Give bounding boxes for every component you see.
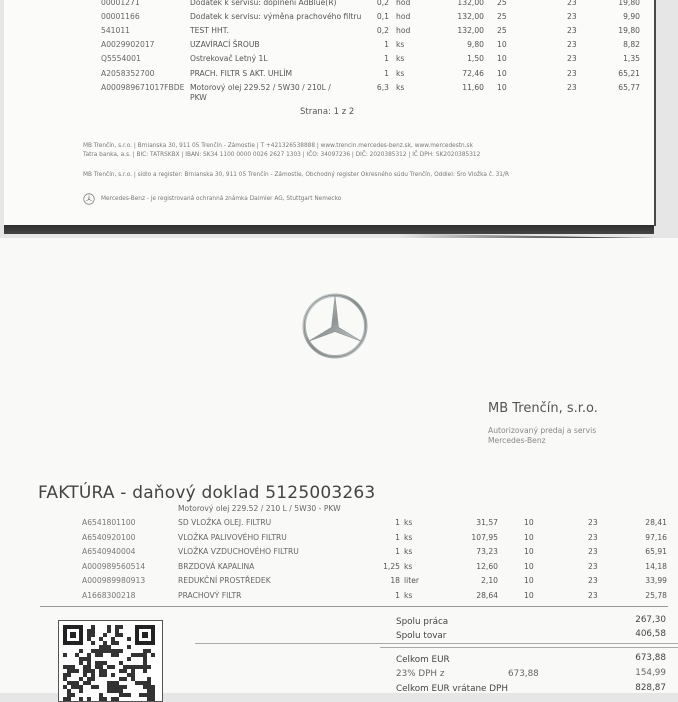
item-unit: ks	[404, 518, 413, 527]
item-quantity: 18	[390, 576, 400, 586]
item-code: A6540940004	[82, 547, 136, 557]
total-value: 673,88	[635, 653, 666, 663]
vat-base: 673,88	[508, 669, 539, 679]
dealer-name: MB Trenčín, s.r.o.	[488, 401, 598, 416]
item-quantity: 1	[384, 40, 389, 50]
item-code: A1668300218	[82, 591, 136, 600]
footer-contact: MB Trenčín, s.r.o. | Brnianska 30, 911 05 Trenčín - Zámostie | T +421326538888 | www.trencin.mercedes-benz.sk, www.mercedestn.sk	[83, 143, 473, 149]
item-unit-price: 132,00	[457, 0, 484, 7]
item-unit-price: 28,64	[476, 591, 498, 600]
item-quantity: 1	[384, 54, 389, 64]
table-row	[4, 0, 654, 12]
item-description: Dodatek k servisu: doplnění AdBlue(R)	[190, 0, 337, 7]
item-total: 65,77	[618, 82, 640, 92]
table-row	[0, 533, 678, 547]
labor-total-label: Spolu práca	[396, 617, 449, 627]
item-unit: hod	[396, 0, 411, 7]
divider	[195, 643, 678, 644]
item-unit-price: 73,23	[476, 547, 498, 557]
item-description: VLOŽKA PALIVOVÉHO FILTRU	[178, 532, 287, 542]
item-quantity: 1	[384, 68, 389, 78]
item-discount: 10	[524, 532, 534, 542]
item-quantity: 1	[395, 518, 400, 527]
grand-total-value: 828,87	[635, 683, 666, 693]
item-description: TEST HHT.	[190, 26, 229, 36]
item-unit-price: 1,50	[467, 54, 484, 64]
divider	[380, 647, 678, 648]
item-code: 00001166	[101, 12, 140, 22]
table-row	[0, 547, 678, 561]
item-discount: 10	[497, 82, 507, 92]
table-row	[4, 12, 654, 26]
invoice-title: FAKTÚRA - daňový doklad 5125003263	[38, 483, 376, 503]
item-unit-price: 132,00	[457, 12, 484, 22]
item-unit-price: 2,10	[481, 576, 498, 586]
table-row	[4, 54, 654, 68]
item-vat-rate: 23	[588, 576, 598, 586]
dealer-subtitle	[488, 426, 596, 446]
item-unit-price: 9,80	[467, 40, 484, 50]
item-vat-rate: 23	[588, 547, 598, 557]
item-vat-rate: 23	[567, 68, 577, 78]
item-unit: ks	[404, 547, 413, 557]
invoice-page-2	[0, 238, 678, 693]
item-vat-rate: 23	[567, 26, 577, 36]
item-quantity: 1	[395, 591, 400, 600]
item-code: 00001271	[101, 0, 140, 7]
item-description-cont: PKW	[190, 92, 207, 102]
item-unit: hod	[396, 26, 411, 36]
item-vat-rate: 23	[567, 12, 577, 22]
item-total: 14,18	[645, 561, 667, 571]
table-row	[0, 576, 678, 590]
item-description: BRZDOVÁ KAPALINA	[178, 561, 255, 571]
item-total: 65,21	[618, 68, 640, 78]
item-description: SD VLOŽKA OLEJ. FILTRU	[178, 518, 272, 527]
item-code: A000989560514	[82, 561, 146, 571]
item-discount: 10	[497, 68, 507, 78]
item-code: A000989671017FBDE	[101, 82, 185, 92]
item-unit: ks	[396, 82, 405, 92]
item-total: 65,91	[645, 547, 667, 557]
item-unit-price: 11,60	[462, 82, 484, 92]
item-discount: 10	[524, 547, 534, 557]
item-quantity: 0,2	[376, 26, 389, 36]
footer-bank: Tatra banka, a.s. | BIC: TATRSKBX | IBAN: SK34 1100 0000 0026 2627 1303 | IČO: 34097236 | DIČ: 2020385312 | IČ DPH: SK2020385312	[83, 152, 481, 158]
grand-total-label: Celkom EUR vrátane DPH	[396, 684, 508, 694]
item-description: Motorový olej 229.52 / 5W30 / 210L /	[190, 82, 331, 92]
item-code: 541011	[101, 26, 130, 36]
item-quantity: 0,1	[376, 12, 389, 22]
item-vat-rate: 23	[567, 0, 577, 7]
dealer-subtitle-line: Mercedes-Benz	[488, 436, 546, 445]
goods-total-label: Spolu tovar	[396, 631, 447, 641]
item-unit-price: 31,57	[476, 518, 498, 527]
item-vat-rate: 23	[588, 532, 598, 542]
item-unit: liter	[404, 576, 419, 586]
item-total: 33,99	[645, 576, 667, 586]
footer-register: MB Trenčín, s.r.o. | sídlo a register: Brnianska 30, 911 05 Trenčín - Zámostie, Obchodný register Okresného súdu Trenčín, Oddiel: Sro Vložka č. 31/R	[83, 172, 509, 178]
invoice-page-1	[4, 0, 656, 226]
item-vat-rate: 23	[567, 40, 577, 50]
item-discount: 10	[524, 518, 534, 527]
item-total: 28,41	[645, 518, 667, 527]
item-quantity: 1	[395, 547, 400, 557]
vat-label: 23% DPH z	[396, 669, 445, 679]
item-unit: ks	[404, 591, 413, 600]
total-label: Celkom EUR	[396, 655, 450, 665]
item-total: 8,82	[623, 40, 640, 50]
item-code: A2058352700	[101, 68, 155, 78]
item-unit-price: 107,95	[471, 532, 498, 542]
item-quantity: 1	[395, 532, 400, 542]
item-description: REDUKČNÍ PROSTŘEDEK	[178, 576, 271, 586]
item-total: 9,90	[623, 12, 640, 22]
table-row	[0, 591, 678, 605]
vat-value: 154,99	[635, 668, 666, 678]
item-vat-rate: 23	[567, 82, 577, 92]
item-discount: 10	[524, 561, 534, 571]
item-total: 25,78	[645, 591, 667, 600]
divider	[40, 606, 668, 607]
item-discount: 10	[497, 40, 507, 50]
item-unit: hod	[396, 12, 411, 22]
item-unit: ks	[396, 68, 405, 78]
item-discount: 10	[524, 576, 534, 586]
item-total: 97,16	[645, 532, 667, 542]
table-row	[4, 40, 654, 54]
item-description: Dodatek k servisu: výměna prachového filtru	[190, 12, 362, 22]
item-vat-rate: 23	[588, 518, 598, 527]
item-code: A6541801100	[82, 518, 136, 527]
item-discount: 25	[497, 0, 507, 7]
item-description: PRACHOVÝ FILTR	[178, 591, 242, 600]
item-unit-price: 72,46	[462, 68, 484, 78]
item-description: VLOŽKA VZDUCHOVÉHO FILTRU	[178, 547, 299, 557]
item-code: A0029902017	[101, 40, 155, 50]
item-unit: ks	[396, 54, 405, 64]
trademark-note: Mercedes-Benz - je registrovaná ochranná známka Daimler AG, Stuttgart Nemecko	[101, 196, 342, 202]
item-code: Q5554001	[101, 54, 141, 64]
item-total: 19,80	[618, 0, 640, 7]
item-discount: 10	[497, 54, 507, 64]
item-quantity: 1,25	[383, 561, 400, 571]
table-row	[4, 82, 654, 102]
labor-total-value: 267,30	[635, 615, 666, 625]
item-vat-rate: 23	[588, 591, 598, 600]
mercedes-star-icon	[83, 193, 95, 205]
item-unit: ks	[396, 40, 405, 50]
item-total: 1,35	[623, 54, 640, 64]
item-description: PRACH. FILTR S AKT. UHLÍM	[190, 68, 293, 78]
table-row	[4, 26, 654, 40]
item-vat-rate: 23	[567, 54, 577, 64]
payment-qr-code	[58, 620, 163, 702]
item-unit: ks	[404, 561, 413, 571]
item-description: UZAVÍRACÍ ŠROUB	[190, 40, 260, 50]
item-discount: 25	[497, 26, 507, 36]
table-row	[4, 69, 654, 83]
dealer-subtitle-line: Autorizovaný predaj a servis	[488, 426, 597, 435]
mercedes-logo-icon	[300, 291, 370, 361]
item-quantity: 0,2	[376, 0, 389, 7]
item-quantity: 6,3	[376, 82, 389, 92]
item-vat-rate: 23	[588, 561, 598, 571]
page-number: Strana: 1 z 2	[300, 107, 355, 117]
goods-total-value: 406,58	[635, 629, 666, 639]
item-unit: ks	[404, 532, 413, 542]
item-unit-price: 132,00	[457, 26, 484, 36]
item-code: A000989980913	[82, 576, 146, 586]
page-edge-shadow	[4, 225, 654, 234]
item-description: Ostrekovač Letný 1L	[190, 54, 268, 64]
item-discount: 25	[497, 12, 507, 22]
item-total: 19,80	[618, 26, 640, 36]
table-row	[0, 562, 678, 576]
table-row	[0, 518, 678, 532]
invoice-subtitle: Motorový olej 229.52 / 210 L / 5W30 - PKW	[178, 504, 341, 513]
item-discount: 10	[524, 591, 534, 600]
item-code: A6540920100	[82, 532, 136, 542]
qr-code-icon	[59, 621, 159, 701]
item-unit-price: 12,60	[476, 561, 498, 571]
